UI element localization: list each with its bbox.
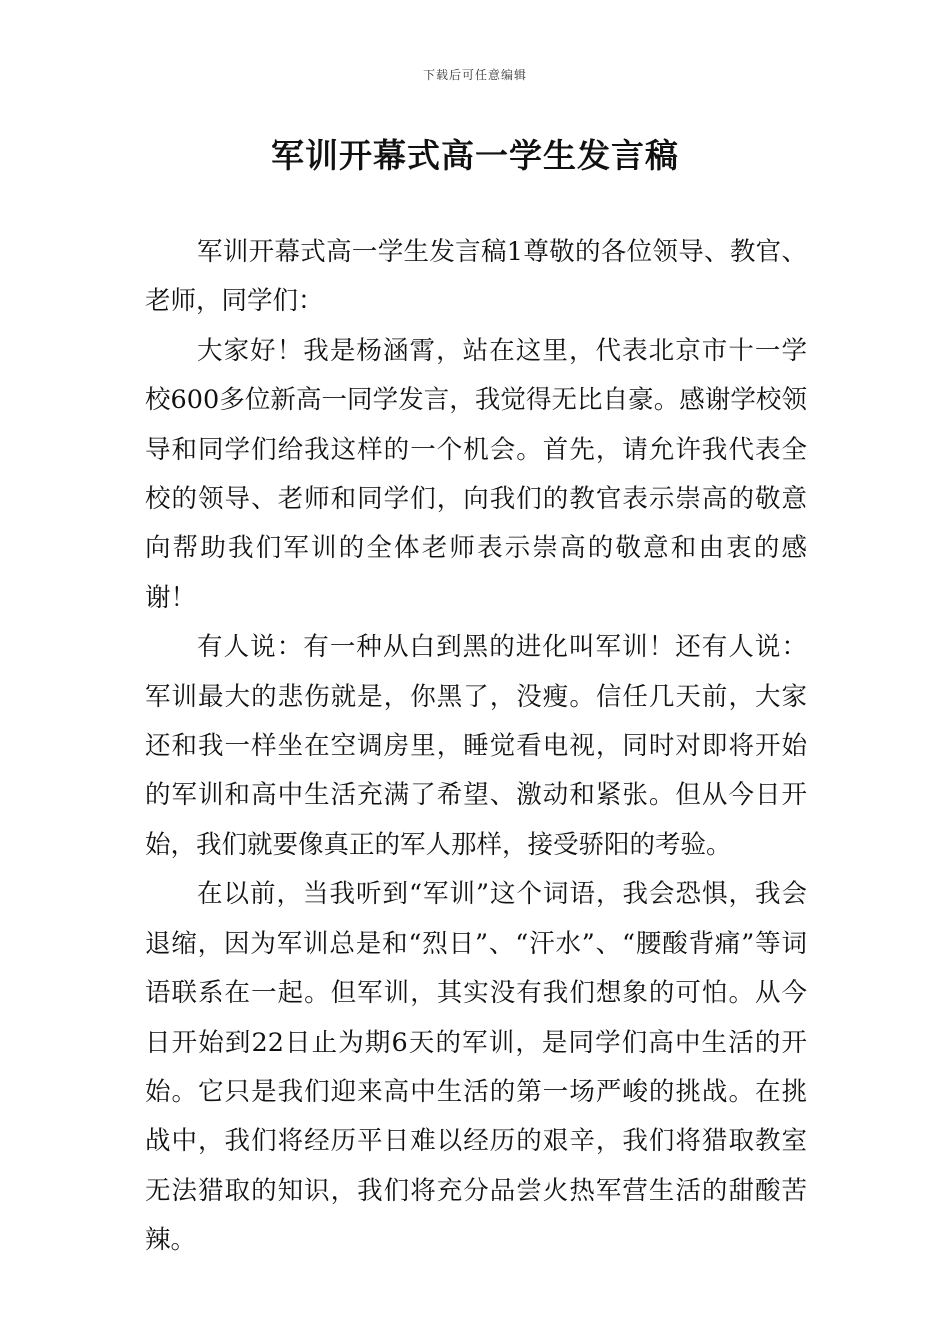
document-title: 军训开幕式高一学生发言稿 <box>271 136 679 175</box>
paragraph: 有人说：有一种从白到黑的进化叫军训！还有人说：军训最大的悲伤就是，你黑了，没瘦。信任几天前，大家还和我一样坐在空调房里，睡觉看电视，同时对即将开始的军训和高中生活充满了希望、激动和紧张。但从今日开始，我们就要像真正的军人那样，接受骄阳的考验。 <box>145 632 807 860</box>
paragraph: 军训开幕式高一学生发言稿1尊敬的各位领导、教官、老师，同学们： <box>145 237 807 317</box>
paragraph: 大家好！我是杨涵霄，站在这里，代表北京市十一学校600多位新高一同学发言，我觉得无比自豪。感谢学校领导和同学们给我这样的一个机会。首先，请允许我代表全校的领导、老师和同学们，向我们的教官表示崇高的敬意向帮助我们军训的全体老师表示崇高的敬意和由衷的感谢！ <box>145 335 807 613</box>
document-body <box>145 228 807 1266</box>
header-note: 下载后可任意编辑 <box>422 68 527 82</box>
paragraph: 在以前，当我听到“军训”这个词语，我会恐惧，我会退缩，因为军训总是和“烈日”、“汗水”、“腰酸背痛”等词语联系在一起。但军训，其实没有我们想象的可怕。从今日开始到22日止为期6天的军训，是同学们高中生活的开始。它只是我们迎来高中生活的第一场严峻的挑战。在挑战中，我们将经历平日难以经历的艰辛，我们将猎取教室无法猎取的知识，我们将充分品尝火热军营生活的甜酸苦辣。 <box>145 879 807 1256</box>
